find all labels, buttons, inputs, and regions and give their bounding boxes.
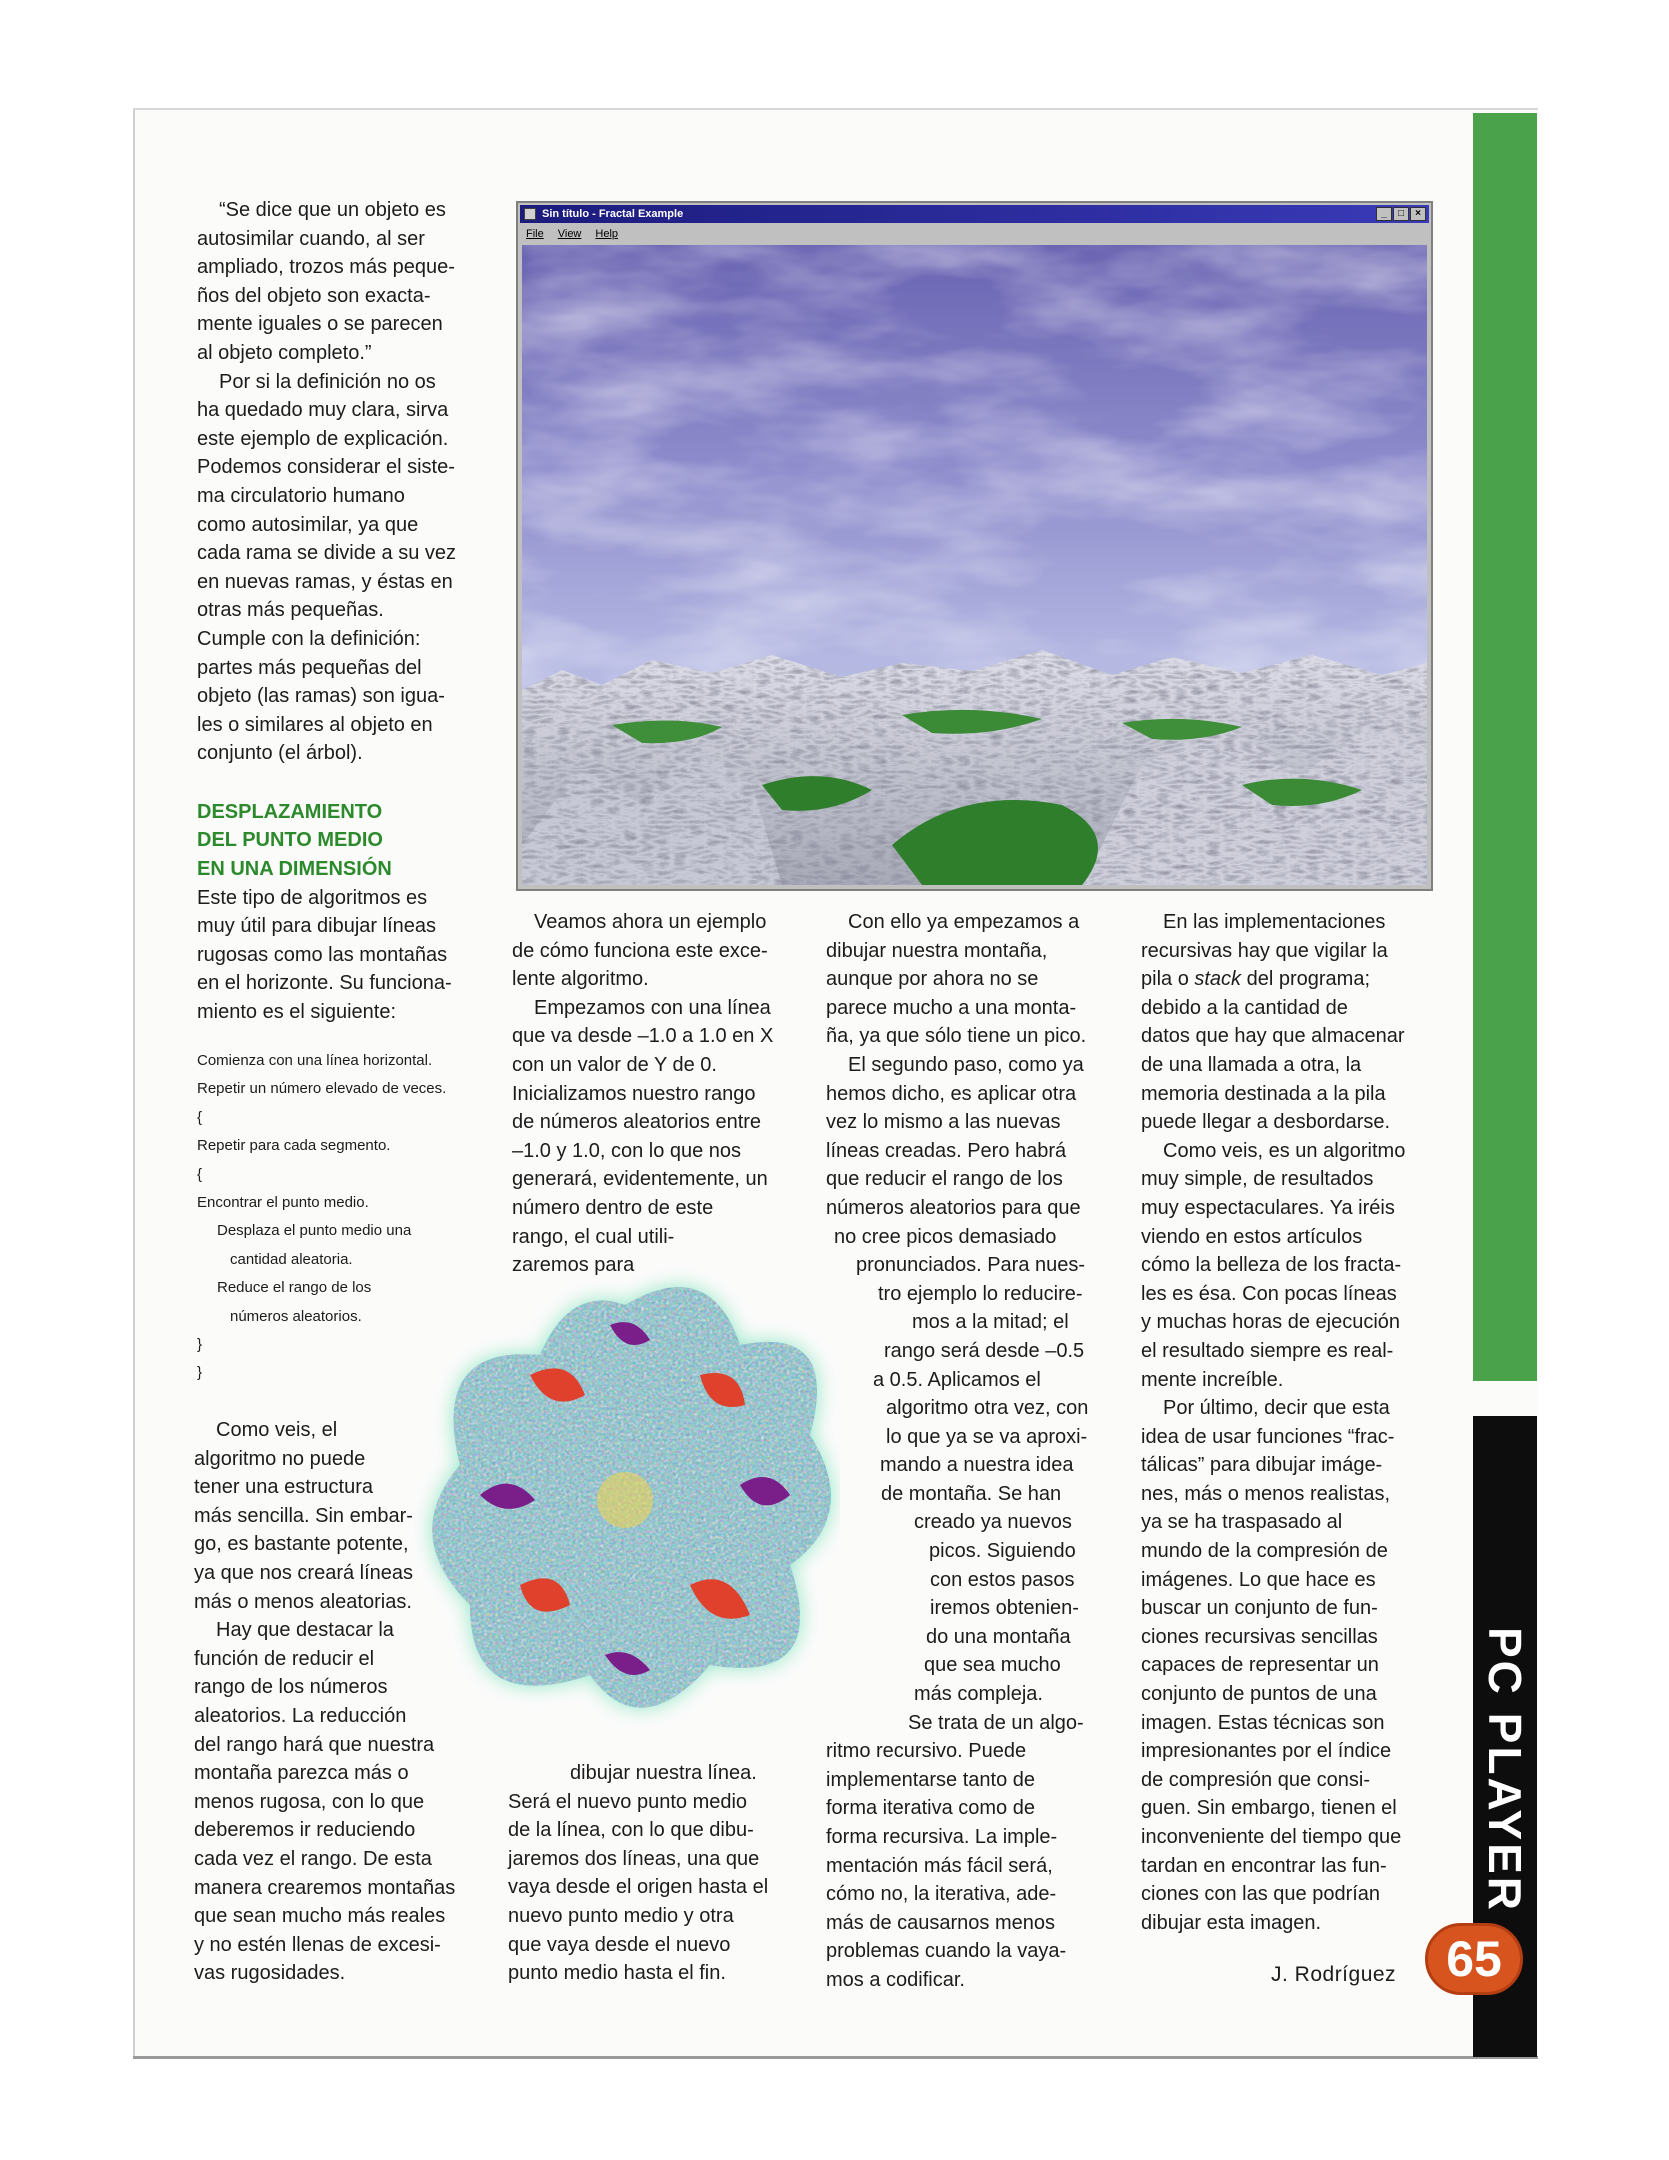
column-1 <box>197 196 497 1027</box>
window-title-bar <box>520 205 1429 223</box>
menu-bar <box>520 225 1429 243</box>
page-number-badge: 65 <box>1425 1923 1523 1995</box>
paragraph-simple-algorithm: Como veis, es un algoritmo muy simple, de resultados muy espectaculares. Ya iréis viendo en estos artículos cómo la belleza de los fracta- les es ésa. Con pocas líneas y muchas horas de ejecución el resultado siempre es real- mente increíble. <box>1141 1139 1406 1391</box>
paragraph-example-intro: Veamos ahora un ejemplo de cómo funciona este exce- lente algoritmo. <box>512 911 768 991</box>
app-icon <box>524 208 536 220</box>
fractal-landscape-render <box>522 245 1427 885</box>
fractal-illustration <box>410 1265 840 1745</box>
column-4 <box>1141 908 1441 1937</box>
paragraph-recursive: Se trata de un algo- ritmo recursivo. Puede implementarse tanto de forma iterativa como de forma recursiva. La imple- mentación más fácil será, cómo no, la iterativa, ade- más de causarnos menos problemas cuando la vaya- mos a codificar. <box>826 1711 1084 1991</box>
code-line: números aleatorios. <box>230 1307 362 1325</box>
window-controls <box>1376 207 1426 221</box>
menu-file[interactable]: File <box>526 228 544 240</box>
paragraph-compression: Por último, decir que esta idea de usar funciones “frac- tálicas” para dibujar imáge- nes, más o menos realistas, ya se ha traspasado al mundo de la compresión de imágenes. Lo que hace es buscar un conjunto de fun- ciones recursivas sencillas capaces de representar un conjunto de puntos de una imagen. Estas técnicas son impresionantes por el índice de compresión que consi- guen. Sin embargo, tienen el inconveniente del tiempo que tardan en encontrar las fun- ciones con las que podrían dibujar esta imagen. <box>1141 1397 1402 1934</box>
landscape-image <box>522 245 1427 885</box>
paragraph-initial-line: Empezamos con una línea que va desde –1.0 a 1.0 en X con un valor de Y de 0. Inicializamos nuestro rango de números aleatorios entre –1.0 y 1.0, con lo que nos generará, evidentemente, un número dentro de este rango, el cual utili- zaremos para <box>512 996 774 1277</box>
code-line: { <box>197 1165 203 1183</box>
paragraph-new-midpoint: dibujar nuestra línea. Será el nuevo punto medio de la línea, con lo que dibu- jaremos dos líneas, una que vaya desde el origen hasta el nuevo punto medio y otra que vaya desde el nuevo punto medio hasta el fin. <box>508 1762 769 1985</box>
menu-help[interactable]: Help <box>595 228 619 240</box>
paragraph-range-reduction: Hay que destacar la función de reducir el rango de los números aleatorios. La reducción del rango hará que nuestra montaña parezca más o menos rugosa, con lo que deberemos ir reduciendo cada vez el rango. De esta manera crearemos montañas que sean mucho más reales y no estén llenas de excesi- vas rugosidades. <box>194 1619 456 1985</box>
code-line: Encontrar el punto medio. <box>197 1194 369 1212</box>
fractal-example-window <box>516 201 1433 891</box>
code-line: } <box>197 1364 203 1382</box>
paragraph-simple-structure: Como veis, el algoritmo no puede tener una estructura más sencilla. Sin embar- go, es bastante potente, ya que nos creará líneas más o menos aleatorias. <box>194 1419 414 1613</box>
code-line: Repetir para cada segmento. <box>197 1137 391 1155</box>
code-line: cantidad aleatoria. <box>230 1250 353 1268</box>
magazine-brand: PC PLAYER <box>1479 1626 1531 1914</box>
code-line: } <box>197 1336 203 1354</box>
green-sidebar-band <box>1473 113 1537 1381</box>
fractal-image <box>410 1265 840 1745</box>
page-edge <box>133 2056 1538 2059</box>
paragraph-second-step: El segundo paso, como ya hemos dicho, es aplicar otra vez lo mismo a las nuevas líneas creadas. Pero habrá que reducir el rango de los números aleatorios para que no cree picos demasiado pronunciados. Para nues- tro ejemplo lo reducire- mos a la mitad; el rango será desde –0.5 a 0.5. Aplicamos el algoritmo otra vez, con lo que ya se va aproxi- mando a nuestra idea de montaña. Se han creado ya nuevos picos. Siguiendo con estos pasos iremos obtenien- do una montaña que sea mucho más compleja. <box>826 1053 1089 1706</box>
minimize-icon[interactable]: _ <box>1376 207 1392 221</box>
paragraph-example: Por si la definición no os ha quedado muy clara, sirva este ejemplo de explicación. Podemos considerar el siste- ma circulatorio humano como autosimilar, ya que cada rama se divide a su vez en nuevas ramas, y éstas en otras más pequeñas. Cumple con la definición: partes más pequeñas del objeto (las ramas) son igua- les o similares al objeto en conjunto (el árbol). <box>197 370 457 765</box>
maximize-icon[interactable]: □ <box>1393 207 1409 221</box>
code-line: Repetir un número elevado de veces. <box>197 1080 447 1098</box>
code-line: Comienza con una línea horizontal. <box>197 1052 433 1069</box>
paragraph-intro-algorithm: Este tipo de algoritmos es muy útil para dibujar líneas rugosas como las montañas en el horizonte. Su funciona- miento es el siguiente: <box>197 886 452 1024</box>
column-2 <box>512 908 812 1280</box>
code-line: Desplaza el punto medio una <box>217 1222 412 1240</box>
paragraph-start-mountain: Con ello ya empezamos a dibujar nuestra montaña, aunque por ahora no se parece mucho a una monta- ña, ya que sólo tiene un pico. <box>826 911 1087 1048</box>
column-2-bottom <box>508 1759 808 1988</box>
window-title: Sin título - Fractal Example <box>542 208 684 220</box>
code-line: Reduce el rango de los <box>217 1279 372 1297</box>
section-heading: DESPLAZAMIENTO DEL PUNTO MEDIO EN UNA DIMENSIÓN <box>197 800 392 881</box>
paragraph-stack: En las implementaciones recursivas hay que vigilar la pila o stack del programa; debido a la cantidad de datos que hay que almacenar de una llamada a otra, la memoria destinada a la pila puede llegar a desbordarse. <box>1141 911 1405 1134</box>
menu-view[interactable]: View <box>557 228 582 240</box>
author-byline: J. Rodríguez <box>1271 1963 1397 1986</box>
code-line: { <box>197 1108 203 1126</box>
close-icon[interactable]: × <box>1410 207 1426 221</box>
column-3 <box>826 908 1126 1995</box>
paragraph-definition: “Se dice que un objeto es autosimilar cuando, al ser ampliado, trozos más peque- ños del objeto son exacta- mente iguales o se parecen al objeto completo.” <box>197 199 455 364</box>
